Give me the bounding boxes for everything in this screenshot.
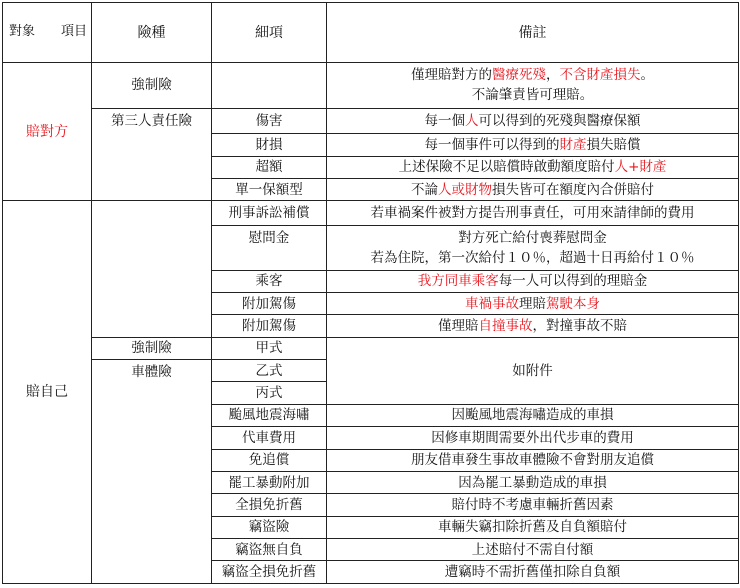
note-line: 不論肇責皆可理賠。 xyxy=(471,87,594,104)
type-compulsory: 強制險 xyxy=(92,63,212,109)
detail-cell: 單一保額型 xyxy=(212,179,327,201)
header-target: 對象 xyxy=(9,24,36,39)
detail-cell: 颱風地震海嘯 xyxy=(212,404,327,426)
detail-cell: 丙式 xyxy=(212,382,327,404)
type-compulsory: 強制險 xyxy=(92,337,212,359)
note-cell: 遭竊時不需折舊僅扣除自負額 xyxy=(327,561,739,584)
detail-cell: 附加駕傷 xyxy=(212,315,327,337)
note-line: 對方死亡給付喪葬慰問金 xyxy=(458,229,607,246)
detail-cell: 竊盜無自負 xyxy=(212,539,327,561)
note-cell: 因修車期間需要外出代步車的費用 xyxy=(327,427,739,449)
detail-cell: 竊盜險 xyxy=(212,516,327,538)
note-cell: 因颱風地震海嘯造成的車損 xyxy=(327,404,739,426)
header-insurance-type: 險種 xyxy=(92,3,212,63)
detail-cell: 全損免折舊 xyxy=(212,494,327,516)
detail-cell: 乘客 xyxy=(212,270,327,292)
detail-cell: 免追償 xyxy=(212,449,327,471)
note-cell: 每一個事件可以得到的財產損失賠償 xyxy=(327,134,739,156)
group-label-third-party: 賠對方 xyxy=(3,63,92,201)
note-cell: 車輛失竊扣除折舊及自負額賠付 xyxy=(327,516,739,538)
note-cell: 不論人或財物損失皆可在額度內合併賠付 xyxy=(327,179,739,201)
note-cell xyxy=(327,225,739,270)
note-line: 僅理賠對方的醫療死殘，不含財產損失。 xyxy=(411,67,654,84)
note-cell: 每一個人可以得到的死殘與醫療保額 xyxy=(327,108,739,133)
detail-cell: 竊盜全損免折舊 xyxy=(212,561,327,584)
note-cell: 僅理賠自撞事故，對撞事故不賠 xyxy=(327,315,739,337)
note-cell: 上述賠付不需自付額 xyxy=(327,539,739,561)
header-item: 項目 xyxy=(60,24,87,39)
detail-cell: 超額 xyxy=(212,156,327,178)
type-cell xyxy=(92,201,212,337)
note-cell: 車禍事故理賠駕駛本身 xyxy=(327,292,739,314)
header-detail: 細項 xyxy=(212,3,327,63)
type-third-party-liability: 第三人責任險 xyxy=(92,108,212,201)
note-cell xyxy=(327,63,739,109)
detail-cell xyxy=(212,63,327,109)
detail-cell: 乙式 xyxy=(212,360,327,382)
header-target-item-cell xyxy=(3,3,92,63)
note-cell: 如附件 xyxy=(327,337,739,404)
note-cell: 我方同車乘客每一人可以得到的理賠金 xyxy=(327,270,739,292)
detail-cell: 甲式 xyxy=(212,337,327,359)
detail-cell: 附加駕傷 xyxy=(212,292,327,314)
table-row xyxy=(3,337,739,359)
detail-cell: 財損 xyxy=(212,134,327,156)
detail-cell: 傷害 xyxy=(212,108,327,133)
header-row xyxy=(3,3,739,63)
insurance-comparison-table xyxy=(2,2,739,584)
table-row xyxy=(3,63,739,109)
group-label-self: 賠自己 xyxy=(3,201,92,584)
note-cell: 賠付時不考慮車輛折舊因素 xyxy=(327,494,739,516)
table-row xyxy=(3,201,739,225)
detail-cell: 代車費用 xyxy=(212,427,327,449)
header-remarks: 備註 xyxy=(327,3,739,63)
note-cell: 上述保險不足以賠償時啟動額度賠付人+財產 xyxy=(327,156,739,178)
table-row xyxy=(3,108,739,133)
note-cell: 因為罷工暴動造成的車損 xyxy=(327,471,739,493)
type-vehicle-body: 車體險 xyxy=(92,360,212,584)
detail-cell: 慰問金 xyxy=(212,225,327,270)
note-cell: 若車禍案件被對方提告刑事責任，可用來請律師的費用 xyxy=(327,201,739,225)
detail-cell: 罷工暴動附加 xyxy=(212,471,327,493)
note-cell: 朋友借車發生事故車體險不會對朋友追償 xyxy=(327,449,739,471)
note-line: 若為住院，第一次給付１０％，超過十日再給付１０％ xyxy=(370,249,695,266)
detail-cell: 刑事訴訟補償 xyxy=(212,201,327,225)
